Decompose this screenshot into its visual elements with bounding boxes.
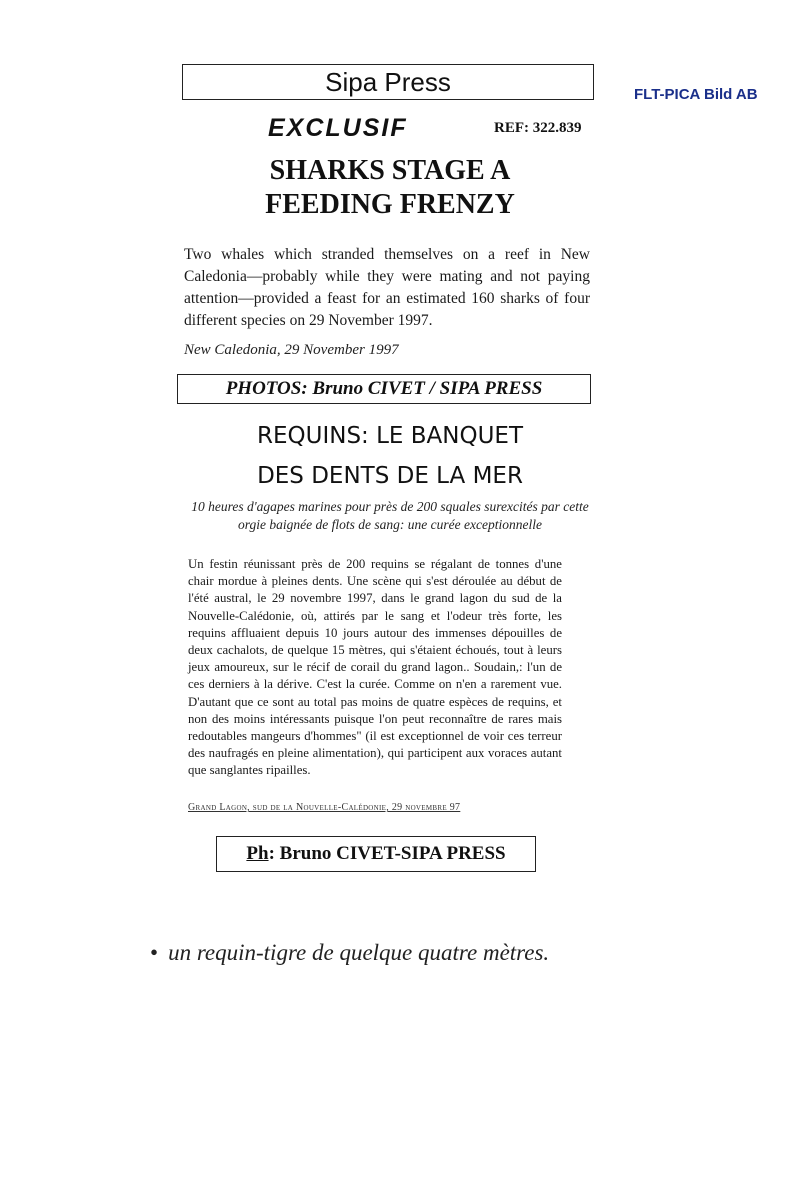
credit-prefix: Ph: [246, 843, 269, 864]
french-subtitle: 10 heures d'agapes marines pour près de 200 squales surexcités par cette orgie baignée de flots de sang: une curée exceptionnelle: [191, 499, 589, 532]
english-intro: Two whales which stranded themselves on a reef in New Caledonia—probably while they were mating and not paying attention—provided a feast for an estimated 160 sharks of four different species on 29 November 1997.: [184, 246, 590, 329]
english-headline: [170, 154, 610, 222]
english-headline-line2: FEEDING FRENZY: [265, 189, 515, 220]
french-headline: [170, 416, 610, 496]
french-body: Un festin réunissant près de 200 requins se régalant de tonnes d'une chair mordue à pleines dents. Une scène qui s'est déroulée au début de l'été austral, le 29 novembre 1997, dans le grand lagon du sud de la Nouvelle-Calédonie, où, attirés par le sang et l'odeur très forte, les requins affluaient depuis 10 jours autour des immenses dépouilles de deux cachalots, de quelque 15 mètres, qui s'étaient échoués, tout à leurs jeux amoureux, sur le récif de corail du grand lagon.. Soudain,: l'un de ces derniers à la dérive. C'est la curée. Comme on n'en a rarement vue. D'autant que ce sont au total pas moins de quatre espèces de requins, et non des moins intéressants puisque l'on peut reconnaître de rares mais redoutables mangeurs d'hommes" (il est exceptionnel de voir ces terreur des naufragés en pleine alimentation), qui participent aux voraces autant que sanglantes ripailles.: [188, 557, 562, 778]
bullet-icon: •: [150, 940, 159, 965]
archive-ref-code: FLT-PICA Bild AB: [634, 86, 758, 103]
bullet-text: un requin-tigre de quelque quatre mètres.: [168, 940, 550, 965]
photos-credit: PHOTOS: Bruno CIVET / SIPA PRESS: [225, 378, 543, 399]
ref-number: REF: 322.839: [494, 120, 582, 136]
dateline: New Caledonia, 29 November 1997: [184, 342, 399, 358]
bullet-caption: [150, 940, 630, 966]
english-headline-line1: SHARKS STAGE A: [269, 155, 511, 186]
photographer-credit-box: [216, 836, 536, 872]
credit-name: : Bruno CIVET-SIPA PRESS: [268, 843, 506, 864]
exclusive-label: EXCLUSIF: [268, 114, 408, 142]
french-headline-line2: DES DENTS DE LA MER: [257, 463, 523, 489]
agency-name: Sipa Press: [325, 66, 451, 97]
photo-caption: Grand Lagon, sud de la Nouvelle-Calédonie, 29 novembre 97: [188, 802, 461, 813]
french-headline-line1: REQUINS: LE BANQUET: [257, 423, 523, 449]
agency-box: [182, 64, 594, 100]
photos-credit-box: [177, 374, 591, 404]
